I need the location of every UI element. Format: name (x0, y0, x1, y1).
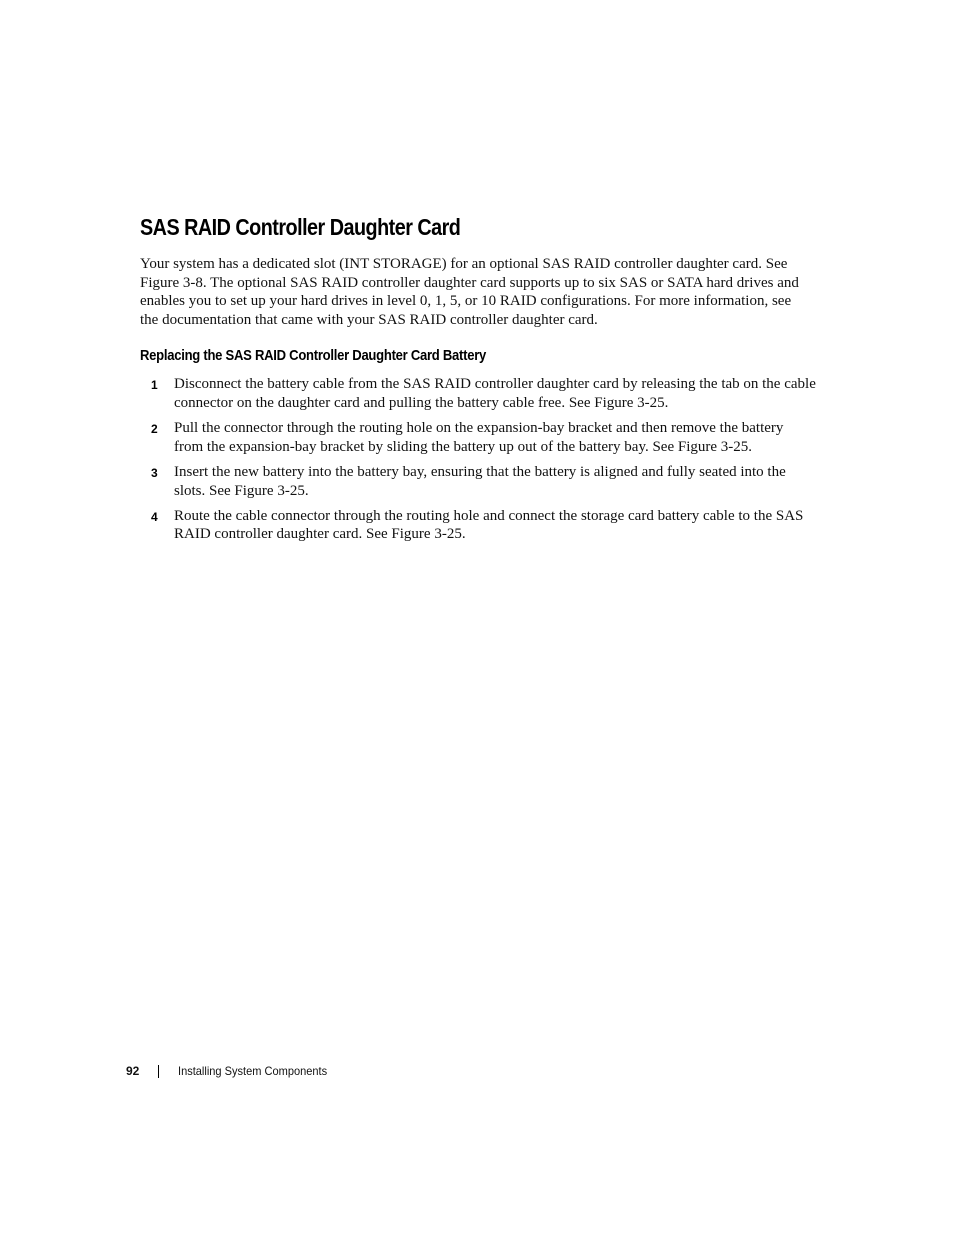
step-text: Insert the new battery into the battery bay, ensuring that the battery is aligned and fully seated into the slots. See Figure 3-25. (174, 463, 786, 499)
page-number: 92 (126, 1064, 140, 1078)
step-number: 2 (151, 421, 158, 436)
step-text: Pull the connector through the routing hole on the expansion-bay bracket and then remove the battery from the expansion-bay bracket by sliding the battery up out of the battery bay. See Figure 3-25. (174, 419, 784, 455)
step-text: Disconnect the battery cable from the SAS RAID controller daughter card by releasing the tab on the cable connector on the daughter card and pulling the battery cable free. See Figure 3-25. (174, 376, 816, 411)
step-text: Route the cable connector through the routing hole and connect the storage card battery cable to the SAS RAID controller daughter card. See Figure 3-25. (174, 507, 804, 543)
subsection-title: Replacing the SAS RAID Controller Daughter Card Battery (140, 347, 487, 364)
intro-paragraph: Your system has a dedicated slot (INT STORAGE) for an optional SAS RAID controller daughter card. See Figure 3-8. The optional SAS RAID controller daughter card supports up to six SAS or SATA hard drives and enables you to set up your hard drives in level 0, 1, 5, or 10 RAID configurations. For more information, see the documentation that came with your SAS RAID controller daughter card. (140, 256, 799, 329)
page-footer (126, 1062, 340, 1080)
procedure-step (140, 375, 816, 412)
procedure-step (140, 463, 816, 500)
procedure-steps-list (140, 375, 816, 551)
step-number: 4 (151, 509, 158, 524)
procedure-step (140, 507, 816, 544)
procedure-step (140, 419, 816, 456)
footer-divider (158, 1065, 159, 1078)
section-title: SAS RAID Controller Daughter Card (140, 214, 461, 240)
step-number: 3 (151, 465, 158, 480)
footer-section-name: Installing System Components (178, 1064, 328, 1078)
step-number: 1 (151, 378, 158, 392)
